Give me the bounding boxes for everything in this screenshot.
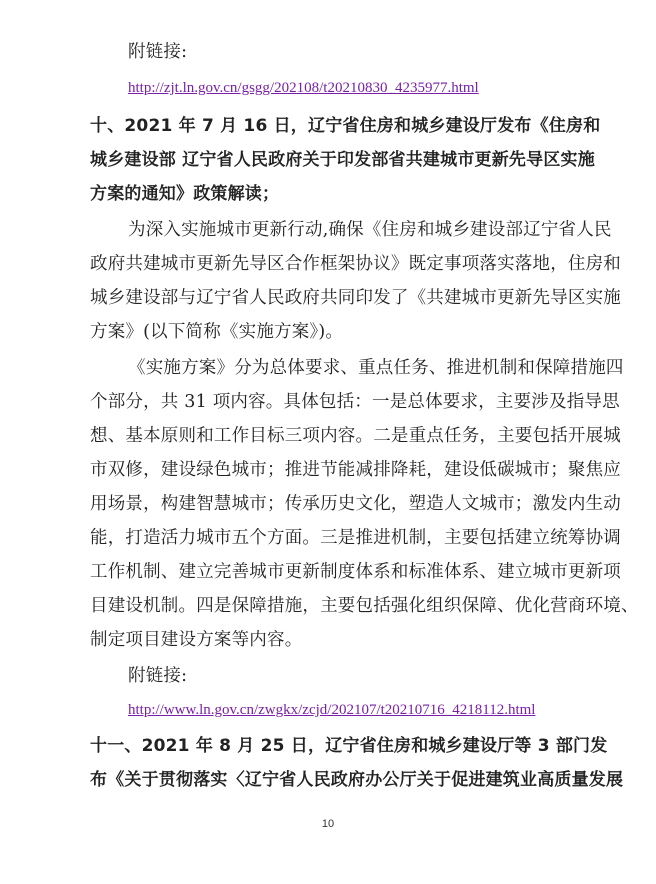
paragraph-line: 政府共建城市更新先导区合作框架协议》既定事项落实落地，住房和 <box>90 254 621 274</box>
attachment-label: 附链接: <box>128 666 188 686</box>
attachment-link[interactable]: http://www.ln.gov.cn/zwgkx/zcjd/202107/t20210716_4218112.html <box>128 702 536 718</box>
attachment-label: 附链接: <box>128 42 188 62</box>
paragraph-line: 《实施方案》分为总体要求、重点任务、推进机制和保障措施四 <box>128 358 624 378</box>
paragraph-line: 目建设机制。四是保障措施，主要包括强化组织保障、优化营商环境、 <box>90 596 639 616</box>
paragraph-line: 城乡建设部与辽宁省人民政府共同印发了《共建城市更新先导区实施 <box>90 288 621 308</box>
section-heading-line: 布《关于贯彻落实〈辽宁省人民政府办公厅关于促进建筑业高质量发展 <box>90 770 624 790</box>
page-number: 10 <box>321 818 335 830</box>
section-heading-line: 十、2021 年 7 月 16 日，辽宁省住房和城乡建设厅发布《住房和 <box>90 116 601 136</box>
paragraph-line: 工作机制、建立完善城市更新制度体系和标准体系、建立城市更新项 <box>90 562 621 582</box>
section-heading-line: 城乡建设部 辽宁省人民政府关于印发部省共建城市更新先导区实施 <box>90 150 595 170</box>
paragraph-line: 方案》(以下简称《实施方案》)。 <box>90 322 344 342</box>
paragraph-line: 制定项目建设方案等内容。 <box>90 630 303 650</box>
attachment-link[interactable]: http://zjt.ln.gov.cn/gsgg/202108/t20210830_4235977.html <box>128 80 479 96</box>
section-heading-line: 十一、2021 年 8 月 25 日，辽宁省住房和城乡建设厅等 3 部门发 <box>90 736 608 756</box>
paragraph-line: 想、基本原则和工作目标三项内容。二是重点任务，主要包括开展城 <box>90 426 621 446</box>
paragraph-line: 为深入实施城市更新行动,确保《住房和城乡建设部辽宁省人民 <box>128 220 612 240</box>
paragraph-line: 用场景，构建智慧城市；传承历史文化，塑造人文城市；激发内生动 <box>90 494 621 514</box>
paragraph-line: 市双修，建设绿色城市；推进节能减排降耗，建设低碳城市；聚焦应 <box>90 460 621 480</box>
paragraph-line: 能，打造活力城市五个方面。三是推进机制，主要包括建立统筹协调 <box>90 528 621 548</box>
section-heading-line: 方案的通知》政策解读； <box>90 184 280 204</box>
paragraph-line: 个部分，共 31 项内容。具体包括：一是总体要求，主要涉及指导思 <box>90 392 620 412</box>
